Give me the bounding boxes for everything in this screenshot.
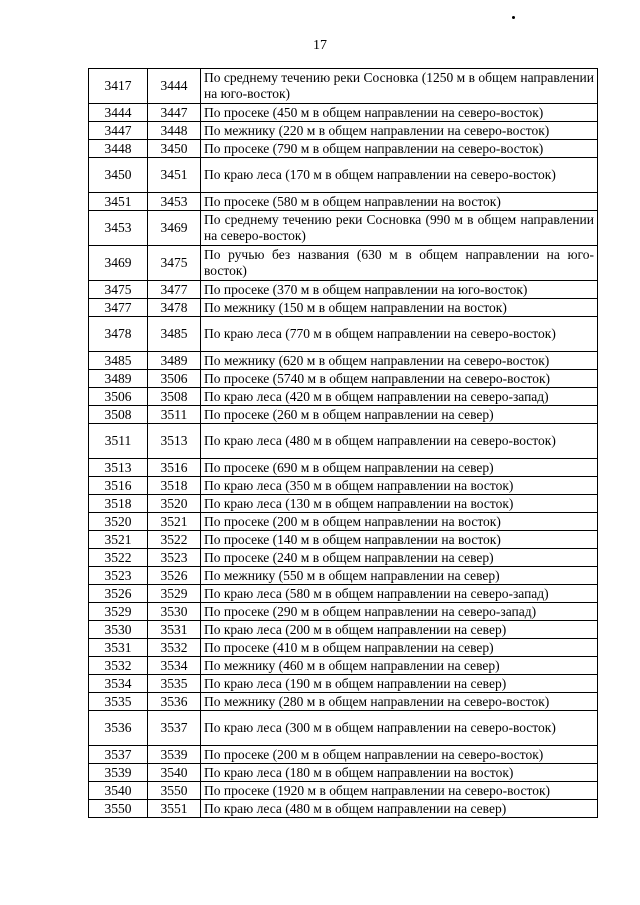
boundary-table: [88, 68, 598, 818]
point-from-cell: 3522: [89, 549, 148, 567]
table-row: [89, 675, 598, 693]
point-from-cell: 3534: [89, 675, 148, 693]
table-row: [89, 388, 598, 406]
segment-description-cell: По краю леса (180 м в общем направлении на восток): [201, 764, 598, 782]
point-to-cell: 3535: [148, 675, 201, 693]
segment-description-cell: По просеке (580 м в общем направлении на восток): [201, 193, 598, 211]
segment-description-cell: По краю леса (350 м в общем направлении на восток): [201, 477, 598, 495]
table-row: [89, 211, 598, 246]
point-from-cell: 3537: [89, 746, 148, 764]
point-to-cell: 3475: [148, 246, 201, 281]
page-number: 17: [313, 38, 327, 53]
point-from-cell: 3469: [89, 246, 148, 281]
point-to-cell: 3469: [148, 211, 201, 246]
point-from-cell: 3530: [89, 621, 148, 639]
point-from-cell: 3475: [89, 281, 148, 299]
point-to-cell: 3508: [148, 388, 201, 406]
table-row: [89, 122, 598, 140]
point-from-cell: 3539: [89, 764, 148, 782]
segment-description-cell: По среднему течению реки Сосновка (990 м в общем направлении на северо-восток): [201, 211, 598, 246]
segment-description-cell: По краю леса (420 м в общем направлении на северо-запад): [201, 388, 598, 406]
segment-description-cell: По краю леса (170 м в общем направлении на северо-восток): [201, 158, 598, 193]
segment-description-cell: По просеке (370 м в общем направлении на юго-восток): [201, 281, 598, 299]
table-row: [89, 657, 598, 675]
point-to-cell: 3532: [148, 639, 201, 657]
segment-description-cell: По ручью без названия (630 м в общем направлении на юго-восток): [201, 246, 598, 281]
point-to-cell: 3530: [148, 603, 201, 621]
point-from-cell: 3417: [89, 69, 148, 104]
segment-description-cell: По краю леса (130 м в общем направлении на восток): [201, 495, 598, 513]
point-to-cell: 3451: [148, 158, 201, 193]
point-from-cell: 3523: [89, 567, 148, 585]
point-from-cell: 3489: [89, 370, 148, 388]
segment-description-cell: По краю леса (190 м в общем направлении на север): [201, 675, 598, 693]
point-to-cell: 3518: [148, 477, 201, 495]
segment-description-cell: По просеке (410 м в общем направлении на север): [201, 639, 598, 657]
point-to-cell: 3511: [148, 406, 201, 424]
segment-description-cell: По просеке (200 м в общем направлении на восток): [201, 513, 598, 531]
table-row: [89, 69, 598, 104]
segment-description-cell: По краю леса (480 м в общем направлении на северо-восток): [201, 424, 598, 459]
table-row: [89, 317, 598, 352]
table-row: [89, 140, 598, 158]
segment-description-cell: По просеке (690 м в общем направлении на север): [201, 459, 598, 477]
point-to-cell: 3540: [148, 764, 201, 782]
segment-description-cell: По межнику (280 м в общем направлении на северо-восток): [201, 693, 598, 711]
point-to-cell: 3444: [148, 69, 201, 104]
segment-description-cell: По просеке (790 м в общем направлении на северо-восток): [201, 140, 598, 158]
point-from-cell: 3540: [89, 782, 148, 800]
point-from-cell: 3531: [89, 639, 148, 657]
table-row: [89, 406, 598, 424]
point-to-cell: 3539: [148, 746, 201, 764]
point-from-cell: 3450: [89, 158, 148, 193]
point-from-cell: 3511: [89, 424, 148, 459]
point-to-cell: 3485: [148, 317, 201, 352]
point-from-cell: 3516: [89, 477, 148, 495]
table-row: [89, 693, 598, 711]
point-to-cell: 3537: [148, 711, 201, 746]
point-from-cell: 3518: [89, 495, 148, 513]
table-row: [89, 352, 598, 370]
table-row: [89, 782, 598, 800]
point-from-cell: 3451: [89, 193, 148, 211]
point-to-cell: 3536: [148, 693, 201, 711]
table-row: [89, 746, 598, 764]
point-from-cell: 3550: [89, 800, 148, 818]
point-to-cell: 3531: [148, 621, 201, 639]
segment-description-cell: По межнику (620 м в общем направлении на северо-восток): [201, 352, 598, 370]
segment-description-cell: По просеке (290 м в общем направлении на северо-запад): [201, 603, 598, 621]
scan-speck: [512, 16, 515, 19]
table-row: [89, 477, 598, 495]
point-to-cell: 3506: [148, 370, 201, 388]
segment-description-cell: По краю леса (580 м в общем направлении на северо-запад): [201, 585, 598, 603]
segment-description-cell: По просеке (200 м в общем направлении на северо-восток): [201, 746, 598, 764]
segment-description-cell: По межнику (150 м в общем направлении на восток): [201, 299, 598, 317]
point-from-cell: 3453: [89, 211, 148, 246]
segment-description-cell: По просеке (260 м в общем направлении на север): [201, 406, 598, 424]
point-to-cell: 3516: [148, 459, 201, 477]
point-to-cell: 3521: [148, 513, 201, 531]
boundary-table-body: [89, 69, 598, 818]
table-row: [89, 621, 598, 639]
segment-description-cell: По краю леса (200 м в общем направлении на север): [201, 621, 598, 639]
point-to-cell: 3520: [148, 495, 201, 513]
table-row: [89, 567, 598, 585]
table-row: [89, 513, 598, 531]
point-to-cell: 3513: [148, 424, 201, 459]
table-row: [89, 193, 598, 211]
table-row: [89, 370, 598, 388]
point-from-cell: 3513: [89, 459, 148, 477]
table-row: [89, 299, 598, 317]
table-row: [89, 639, 598, 657]
point-from-cell: 3535: [89, 693, 148, 711]
table-row: [89, 495, 598, 513]
table-row: [89, 424, 598, 459]
table-row: [89, 764, 598, 782]
segment-description-cell: По межнику (220 м в общем направлении на северо-восток): [201, 122, 598, 140]
point-to-cell: 3522: [148, 531, 201, 549]
table-row: [89, 158, 598, 193]
point-to-cell: 3534: [148, 657, 201, 675]
point-from-cell: 3477: [89, 299, 148, 317]
point-to-cell: 3526: [148, 567, 201, 585]
table-row: [89, 104, 598, 122]
point-from-cell: 3532: [89, 657, 148, 675]
point-from-cell: 3506: [89, 388, 148, 406]
table-row: [89, 281, 598, 299]
point-to-cell: 3478: [148, 299, 201, 317]
point-to-cell: 3448: [148, 122, 201, 140]
point-to-cell: 3450: [148, 140, 201, 158]
table-row: [89, 459, 598, 477]
point-from-cell: 3478: [89, 317, 148, 352]
point-to-cell: 3453: [148, 193, 201, 211]
table-row: [89, 800, 598, 818]
segment-description-cell: По просеке (450 м в общем направлении на северо-восток): [201, 104, 598, 122]
table-row: [89, 246, 598, 281]
table-row: [89, 603, 598, 621]
point-to-cell: 3447: [148, 104, 201, 122]
point-from-cell: 3529: [89, 603, 148, 621]
table-row: [89, 531, 598, 549]
segment-description-cell: По среднему течению реки Сосновка (1250 м в общем направлении на юго-восток): [201, 69, 598, 104]
point-from-cell: 3444: [89, 104, 148, 122]
point-to-cell: 3529: [148, 585, 201, 603]
segment-description-cell: По краю леса (770 м в общем направлении на северо-восток): [201, 317, 598, 352]
point-from-cell: 3448: [89, 140, 148, 158]
segment-description-cell: По просеке (1920 м в общем направлении на северо-восток): [201, 782, 598, 800]
point-from-cell: 3520: [89, 513, 148, 531]
segment-description-cell: По краю леса (300 м в общем направлении на северо-восток): [201, 711, 598, 746]
segment-description-cell: По просеке (5740 м в общем направлении на северо-восток): [201, 370, 598, 388]
table-row: [89, 585, 598, 603]
point-from-cell: 3526: [89, 585, 148, 603]
table-row: [89, 549, 598, 567]
point-to-cell: 3551: [148, 800, 201, 818]
point-to-cell: 3550: [148, 782, 201, 800]
point-from-cell: 3521: [89, 531, 148, 549]
segment-description-cell: По межнику (550 м в общем направлении на север): [201, 567, 598, 585]
point-to-cell: 3523: [148, 549, 201, 567]
segment-description-cell: По просеке (140 м в общем направлении на восток): [201, 531, 598, 549]
point-from-cell: 3508: [89, 406, 148, 424]
point-from-cell: 3447: [89, 122, 148, 140]
point-from-cell: 3485: [89, 352, 148, 370]
point-from-cell: 3536: [89, 711, 148, 746]
segment-description-cell: По краю леса (480 м в общем направлении на север): [201, 800, 598, 818]
segment-description-cell: По просеке (240 м в общем направлении на север): [201, 549, 598, 567]
segment-description-cell: По межнику (460 м в общем направлении на север): [201, 657, 598, 675]
point-to-cell: 3477: [148, 281, 201, 299]
point-to-cell: 3489: [148, 352, 201, 370]
table-row: [89, 711, 598, 746]
